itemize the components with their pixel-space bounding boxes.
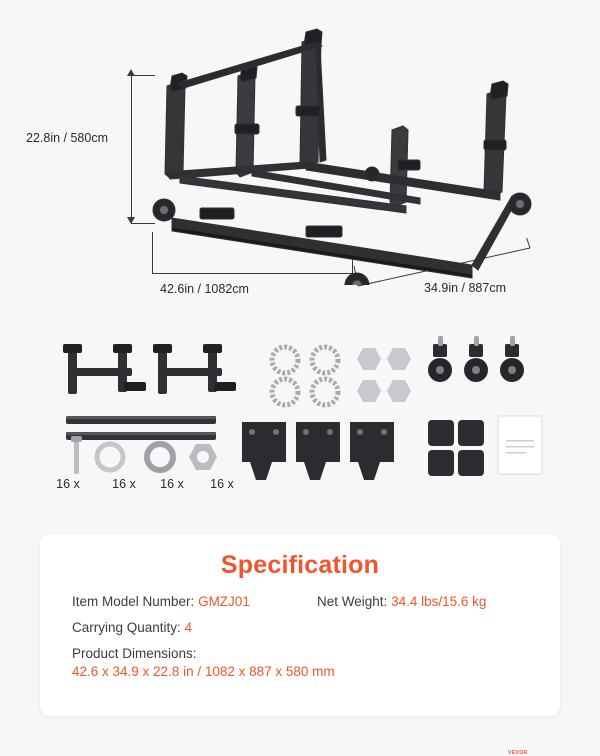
spec-weight: [317, 594, 528, 609]
spec-model-value: GMZJ01: [198, 594, 250, 609]
part-hex-bolt-set: [357, 348, 411, 402]
part-mounting-plate-set: [242, 422, 404, 480]
spec-weight-value: 34.4 lbs/15.6 kg: [391, 594, 487, 609]
frame-illustration: [120, 20, 550, 285]
part-bolt: [71, 436, 82, 474]
part-count-bolt: 16 x: [56, 477, 80, 491]
part-caster-set: [428, 336, 524, 382]
parts-illustration: [0, 322, 600, 522]
part-count-lock-washer: 16 x: [160, 477, 184, 491]
product-diagram: [0, 0, 600, 322]
specification-card: [40, 534, 560, 716]
specification-title: Specification: [220, 551, 380, 579]
spec-row-quantity: [72, 620, 528, 635]
part-count-flat-washer: 16 x: [112, 477, 136, 491]
spec-quantity-label: Carrying Quantity:: [72, 620, 181, 635]
width-dimension-label: 42.6in / 1082cm: [160, 282, 249, 296]
spec-dimensions-value: 42.6 x 34.9 x 22.8 in / 1082 x 887 x 580 mm: [72, 664, 335, 679]
depth-dimension-label: 34.9in / 887cm: [424, 281, 506, 295]
part-spring-washer-set: [272, 347, 338, 405]
spec-model: [72, 594, 317, 609]
manual-brand-label: VEVOR: [508, 750, 528, 756]
part-lock-washer: [147, 444, 173, 470]
spec-dimensions: [72, 646, 528, 679]
spec-model-label: Item Model Number:: [72, 594, 195, 609]
spec-weight-label: Net Weight:: [317, 594, 388, 609]
spec-quantity-value: 4: [184, 620, 193, 635]
part-manual: [498, 416, 542, 474]
part-bracket-leg-right: [153, 344, 236, 394]
part-long-bar: [66, 416, 216, 440]
part-bracket-leg-left: [63, 344, 146, 394]
part-rubber-pad-set: [428, 420, 484, 476]
height-dimension-label: 22.8in / 580cm: [26, 131, 108, 145]
part-flat-washer: [97, 444, 123, 470]
specification-rows: [40, 594, 560, 679]
spec-row-model-weight: [72, 594, 528, 609]
spec-dimensions-label: Product Dimensions:: [72, 646, 197, 661]
part-hex-nut: [189, 444, 217, 470]
part-count-hex-nut: 16 x: [210, 477, 234, 491]
spec-quantity: [72, 620, 192, 635]
